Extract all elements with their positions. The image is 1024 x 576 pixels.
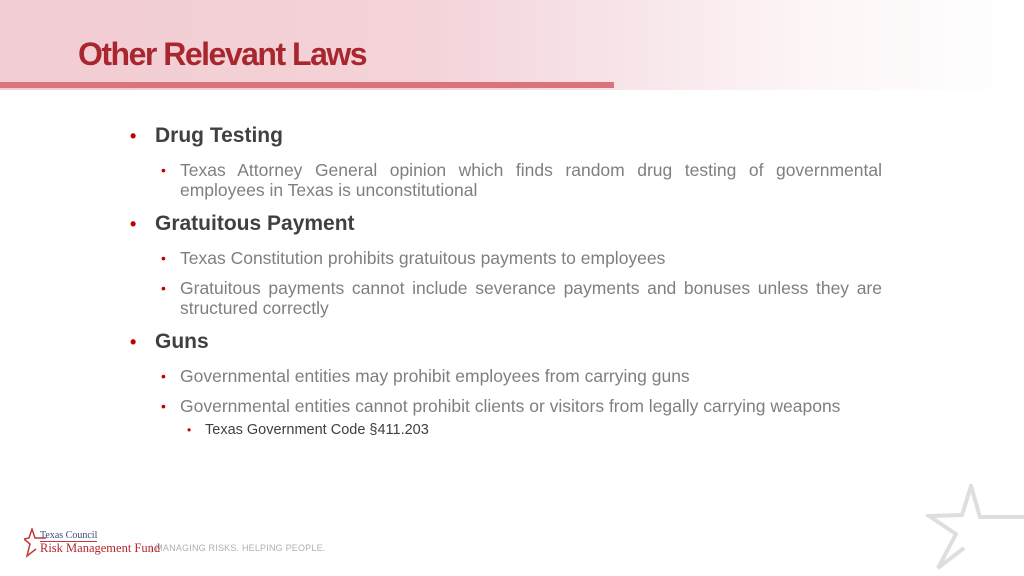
title-underline — [0, 82, 614, 88]
bullet-icon: • — [161, 250, 166, 266]
section-heading-guns: • Guns — [130, 328, 882, 356]
bullet-icon: • — [161, 162, 166, 178]
logo-line1: Texas Council — [40, 530, 98, 541]
list-item: • Texas Attorney General opinion which finds random drug testing of governmental employees in Texas is unconstitutional — [161, 160, 882, 200]
bullet-icon: • — [161, 368, 166, 384]
bullet-icon: • — [130, 332, 137, 352]
slide-title: Other Relevant Laws — [78, 36, 367, 72]
bullet-icon: • — [187, 423, 192, 437]
section-heading-gratuitous-payment: • Gratuitous Payment — [130, 210, 882, 238]
section-heading-drug-testing: • Drug Testing — [130, 122, 882, 150]
list-item: • Gratuitous payments cannot include severance payments and bonuses unless they are structured correctly — [161, 278, 882, 318]
list-subitem: • Texas Government Code §411.203 — [187, 422, 429, 438]
list-item: • Governmental entities cannot prohibit clients or visitors from legally carrying weapons — [161, 396, 841, 416]
footer-logo — [24, 528, 324, 560]
bullet-icon: • — [130, 214, 137, 234]
bullet-icon: • — [130, 126, 137, 146]
star-outline-icon — [926, 484, 1024, 576]
bullet-icon: • — [161, 398, 166, 414]
bullet-icon: • — [161, 280, 166, 296]
logo-line2: Risk Management Fund — [40, 541, 161, 555]
list-item: • Governmental entities may prohibit employees from carrying guns — [161, 366, 690, 386]
list-item: • Texas Constitution prohibits gratuitous payments to employees — [161, 248, 666, 268]
slide-body — [130, 118, 882, 440]
tagline: | MANAGING RISKS. HELPING PEOPLE. — [150, 543, 326, 553]
